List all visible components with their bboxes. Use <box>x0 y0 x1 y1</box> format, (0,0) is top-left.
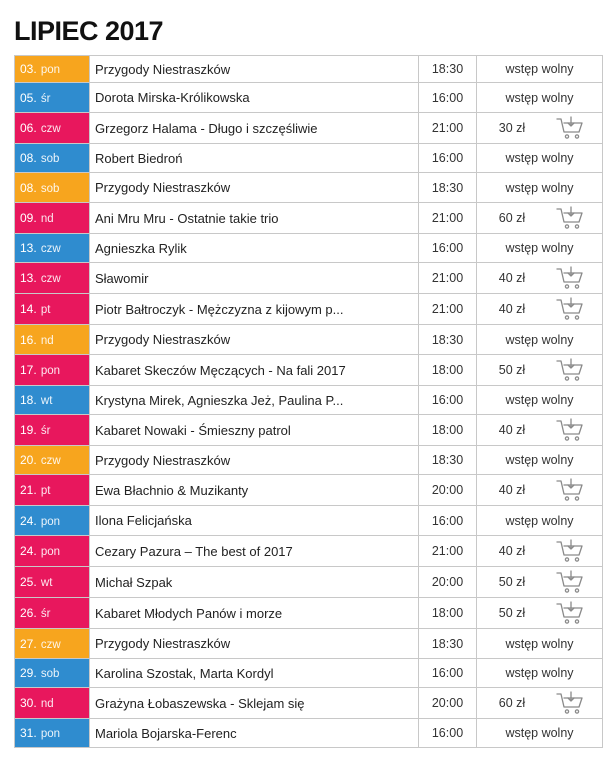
event-price-cell <box>477 386 603 415</box>
ticket-price: 50 zł <box>498 575 526 589</box>
event-date <box>15 475 90 506</box>
buy-ticket-cart-icon[interactable] <box>555 477 585 503</box>
event-row[interactable] <box>15 506 603 536</box>
event-time: 21:00 <box>419 536 477 567</box>
event-time: 18:30 <box>419 173 477 203</box>
event-price-cell <box>477 446 603 475</box>
event-day-number: 03. <box>20 62 37 76</box>
event-weekday: nd <box>37 698 54 710</box>
event-date <box>15 506 90 536</box>
event-day-number: 24. <box>20 513 37 528</box>
event-weekday: śr <box>37 92 51 105</box>
event-weekday: pon <box>37 728 61 740</box>
event-time: 21:00 <box>419 294 477 325</box>
event-row[interactable] <box>15 415 603 446</box>
event-row[interactable] <box>15 719 603 748</box>
event-row[interactable] <box>15 144 603 173</box>
event-time: 21:00 <box>419 263 477 294</box>
free-entry-label: wstęp wolny <box>505 513 574 528</box>
event-date <box>15 294 90 325</box>
event-time: 16:00 <box>419 659 477 688</box>
event-day-number: 06. <box>20 121 37 135</box>
event-title[interactable]: Robert Biedroń <box>90 144 419 173</box>
event-time: 18:30 <box>419 446 477 475</box>
event-price-cell <box>477 536 603 567</box>
event-title[interactable]: Przygody Niestraszków <box>90 629 419 659</box>
event-day-number: 29. <box>20 666 37 680</box>
event-date <box>15 113 90 144</box>
event-title[interactable]: Karolina Szostak, Marta Kordyl <box>90 659 419 688</box>
event-day-number: 19. <box>20 423 37 437</box>
event-weekday: wt <box>37 577 53 589</box>
event-price-cell <box>477 263 603 294</box>
free-entry-label: wstęp wolny <box>505 393 574 407</box>
event-time: 16:00 <box>419 234 477 263</box>
event-title[interactable]: Przygody Niestraszków <box>90 446 419 475</box>
event-time: 20:00 <box>419 567 477 598</box>
ticket-price: 60 zł <box>498 211 526 225</box>
event-row[interactable] <box>15 294 603 325</box>
event-weekday: czw <box>37 123 61 135</box>
free-entry-label: wstęp wolny <box>505 666 574 680</box>
event-time: 18:30 <box>419 56 477 83</box>
event-row[interactable] <box>15 173 603 203</box>
event-title[interactable]: Kabaret Skeczów Męczących - Na fali 2017 <box>90 355 419 386</box>
event-title[interactable]: Kabaret Młodych Panów i morze <box>90 598 419 629</box>
event-time: 16:00 <box>419 506 477 536</box>
event-day-number: 08. <box>20 151 37 165</box>
ticket-price: 40 zł <box>498 423 526 437</box>
event-day-number: 31. <box>20 726 37 740</box>
event-title[interactable]: Michał Szpak <box>90 567 419 598</box>
buy-ticket-cart-icon[interactable] <box>555 357 585 383</box>
event-row[interactable] <box>15 598 603 629</box>
event-date <box>15 83 90 113</box>
event-date <box>15 203 90 234</box>
event-day-number: 27. <box>20 636 37 651</box>
event-date <box>15 629 90 659</box>
buy-ticket-cart-icon[interactable] <box>555 205 585 231</box>
event-price-cell <box>477 56 603 83</box>
event-weekday: pon <box>37 515 61 528</box>
event-price-cell <box>477 144 603 173</box>
event-day-number: 09. <box>20 211 37 225</box>
event-date <box>15 415 90 446</box>
event-title[interactable]: Krystyna Mirek, Agnieszka Jeż, Paulina P... <box>90 386 419 415</box>
event-day-number: 13. <box>20 271 37 285</box>
event-day-number: 25. <box>20 575 37 589</box>
event-price-cell <box>477 688 603 719</box>
event-price-cell <box>477 659 603 688</box>
event-row[interactable] <box>15 386 603 415</box>
event-title[interactable]: Przygody Niestraszków <box>90 173 419 203</box>
buy-ticket-cart-icon[interactable] <box>555 417 585 443</box>
event-date <box>15 173 90 203</box>
buy-ticket-cart-icon[interactable] <box>555 265 585 291</box>
event-weekday: czw <box>37 273 61 285</box>
event-weekday: pt <box>37 304 51 316</box>
event-row[interactable] <box>15 263 603 294</box>
event-weekday: czw <box>37 638 61 651</box>
event-time: 16:00 <box>419 144 477 173</box>
free-entry-label: wstęp wolny <box>505 62 574 76</box>
event-date <box>15 446 90 475</box>
event-time: 16:00 <box>419 719 477 748</box>
event-weekday: sob <box>37 182 60 195</box>
free-entry-label: wstęp wolny <box>505 726 574 740</box>
event-title[interactable]: Ewa Błachnio & Muzikanty <box>90 475 419 506</box>
event-price-cell <box>477 113 603 144</box>
event-weekday: śr <box>37 608 51 620</box>
events-table-wrap <box>14 55 603 748</box>
event-row[interactable] <box>15 475 603 506</box>
free-entry-label: wstęp wolny <box>505 636 574 651</box>
event-date <box>15 719 90 748</box>
event-day-number: 26. <box>20 606 37 620</box>
event-date <box>15 325 90 355</box>
event-weekday: czw <box>37 243 61 255</box>
ticket-price: 40 zł <box>498 544 526 558</box>
event-time: 18:30 <box>419 325 477 355</box>
event-day-number: 20. <box>20 453 37 467</box>
event-row[interactable] <box>15 446 603 475</box>
free-entry-label: wstęp wolny <box>505 180 574 195</box>
event-row[interactable] <box>15 203 603 234</box>
event-time: 18:00 <box>419 415 477 446</box>
event-day-number: 18. <box>20 393 37 407</box>
event-row[interactable] <box>15 325 603 355</box>
free-entry-label: wstęp wolny <box>505 151 574 165</box>
events-table-body <box>15 56 603 748</box>
event-time: 16:00 <box>419 83 477 113</box>
ticket-price: 40 zł <box>498 483 526 497</box>
buy-ticket-cart-icon[interactable] <box>555 115 585 141</box>
buy-ticket-cart-icon[interactable] <box>555 538 585 564</box>
event-date <box>15 355 90 386</box>
event-weekday: sob <box>37 668 60 680</box>
event-time: 20:00 <box>419 688 477 719</box>
event-price-cell <box>477 567 603 598</box>
event-title[interactable]: Dorota Mirska-Królikowska <box>90 83 419 113</box>
event-price-cell <box>477 234 603 263</box>
event-price-cell <box>477 294 603 325</box>
event-price-cell <box>477 325 603 355</box>
buy-ticket-cart-icon[interactable] <box>555 296 585 322</box>
ticket-price: 50 zł <box>498 606 526 620</box>
event-title[interactable]: Cezary Pazura – The best of 2017 <box>90 536 419 567</box>
event-price-cell <box>477 475 603 506</box>
event-title[interactable]: Sławomir <box>90 263 419 294</box>
free-entry-label: wstęp wolny <box>505 453 574 467</box>
buy-ticket-cart-icon[interactable] <box>555 690 585 716</box>
event-date <box>15 56 90 83</box>
event-weekday: śr <box>37 425 51 437</box>
event-weekday: pon <box>37 546 61 558</box>
event-date <box>15 263 90 294</box>
event-title[interactable]: Mariola Bojarska-Ferenc <box>90 719 419 748</box>
event-date <box>15 567 90 598</box>
event-title[interactable]: Piotr Bałtroczyk - Mężczyzna z kijowym p... <box>90 294 419 325</box>
event-weekday: nd <box>37 334 54 347</box>
event-price-cell <box>477 719 603 748</box>
event-date <box>15 598 90 629</box>
event-price-cell <box>477 506 603 536</box>
event-date <box>15 386 90 415</box>
event-price-cell <box>477 83 603 113</box>
free-entry-label: wstęp wolny <box>505 332 574 347</box>
event-price-cell <box>477 629 603 659</box>
event-row[interactable] <box>15 536 603 567</box>
event-weekday: wt <box>37 395 53 407</box>
event-title[interactable]: Ani Mru Mru - Ostatnie takie trio <box>90 203 419 234</box>
event-row[interactable] <box>15 83 603 113</box>
event-row[interactable] <box>15 659 603 688</box>
event-row[interactable] <box>15 567 603 598</box>
free-entry-label: wstęp wolny <box>505 241 574 255</box>
event-title[interactable]: Grażyna Łobaszewska - Sklejam się <box>90 688 419 719</box>
buy-ticket-cart-icon[interactable] <box>555 600 585 626</box>
event-date <box>15 688 90 719</box>
event-title[interactable]: Ilona Felicjańska <box>90 506 419 536</box>
event-time: 21:00 <box>419 113 477 144</box>
event-title[interactable]: Kabaret Nowaki - Śmieszny patrol <box>90 415 419 446</box>
event-price-cell <box>477 355 603 386</box>
event-title[interactable]: Przygody Niestraszków <box>90 56 419 83</box>
event-time: 18:00 <box>419 355 477 386</box>
event-title[interactable]: Agnieszka Rylik <box>90 234 419 263</box>
event-row[interactable] <box>15 113 603 144</box>
free-entry-label: wstęp wolny <box>505 90 574 105</box>
event-weekday: pon <box>37 64 61 76</box>
event-day-number: 14. <box>20 302 37 316</box>
event-day-number: 13. <box>20 241 37 255</box>
event-time: 20:00 <box>419 475 477 506</box>
event-price-cell <box>477 203 603 234</box>
event-price-cell <box>477 415 603 446</box>
event-time: 18:30 <box>419 629 477 659</box>
ticket-price: 40 zł <box>498 271 526 285</box>
event-day-number: 08. <box>20 180 37 195</box>
ticket-price: 40 zł <box>498 302 526 316</box>
event-day-number: 16. <box>20 332 37 347</box>
event-row[interactable] <box>15 56 603 83</box>
ticket-price: 60 zł <box>498 696 526 710</box>
event-day-number: 05. <box>20 90 37 105</box>
event-price-cell <box>477 173 603 203</box>
event-title[interactable]: Przygody Niestraszków <box>90 325 419 355</box>
event-time: 18:00 <box>419 598 477 629</box>
event-day-number: 21. <box>20 483 37 497</box>
event-date <box>15 659 90 688</box>
event-weekday: pt <box>37 485 51 497</box>
ticket-price: 50 zł <box>498 363 526 377</box>
event-row[interactable] <box>15 688 603 719</box>
event-time: 21:00 <box>419 203 477 234</box>
event-title[interactable]: Grzegorz Halama - Długo i szczęśliwie <box>90 113 419 144</box>
event-day-number: 24. <box>20 544 37 558</box>
event-weekday: czw <box>37 455 61 467</box>
event-row[interactable] <box>15 234 603 263</box>
page-title: LIPIEC 2017 <box>14 16 164 46</box>
event-time: 16:00 <box>419 386 477 415</box>
event-date <box>15 234 90 263</box>
event-day-number: 30. <box>20 696 37 710</box>
event-price-cell <box>477 598 603 629</box>
event-weekday: pon <box>37 365 61 377</box>
event-weekday: sob <box>37 153 60 165</box>
ticket-price: 30 zł <box>498 121 526 135</box>
event-row[interactable] <box>15 355 603 386</box>
event-row[interactable] <box>15 629 603 659</box>
buy-ticket-cart-icon[interactable] <box>555 569 585 595</box>
event-date <box>15 536 90 567</box>
event-date <box>15 144 90 173</box>
events-table <box>14 55 603 748</box>
event-day-number: 17. <box>20 363 37 377</box>
event-weekday: nd <box>37 213 54 225</box>
